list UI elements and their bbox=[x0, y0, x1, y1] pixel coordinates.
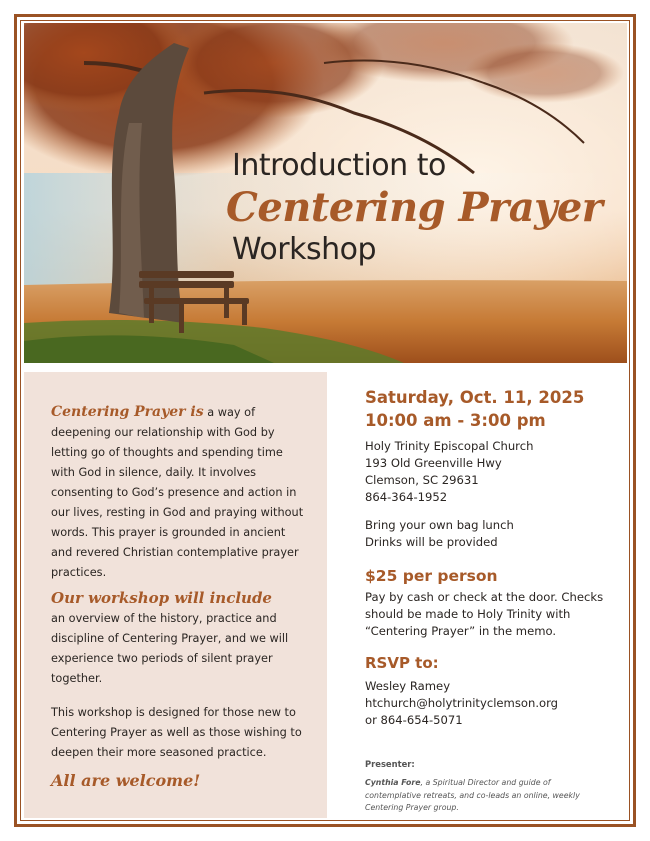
welcome-text: All are welcome! bbox=[51, 771, 201, 790]
details-column bbox=[365, 386, 620, 815]
presenter-heading: Presenter: bbox=[365, 759, 415, 769]
rsvp-phone: or 864-654-5071 bbox=[365, 713, 463, 727]
workshop-text: an overview of the history, practice and discipline of Centering Prayer, and we will experience two periods of silent prayer together. bbox=[51, 612, 289, 685]
phone-line: 864-364-1952 bbox=[365, 490, 448, 504]
intro-paragraph bbox=[51, 402, 309, 583]
presenter-bio bbox=[365, 777, 580, 815]
address-line: Holy Trinity Episcopal Church bbox=[365, 439, 534, 453]
workshop-heading: Our workshop will include bbox=[51, 589, 272, 607]
presenter-name: Cynthia Fore bbox=[365, 778, 421, 787]
price: $25 per person bbox=[365, 567, 498, 585]
address-line: Clemson, SC 29631 bbox=[365, 473, 479, 487]
description-panel bbox=[24, 372, 327, 818]
rsvp-block bbox=[365, 678, 620, 729]
address-block bbox=[365, 438, 620, 506]
intro-script: Centering Prayer is bbox=[51, 404, 204, 420]
lunch-block bbox=[365, 517, 620, 551]
lunch-line: Bring your own bag lunch bbox=[365, 518, 514, 532]
designed-text: This workshop is designed for those new to Centering Prayer as well as those wishing to deepen their more seasoned practice. bbox=[51, 706, 302, 759]
payment-info: Pay by cash or check at the door. Checks should be made to Holy Trinity with “Centering Prayer” in the memo. bbox=[365, 590, 604, 638]
rsvp-heading: RSVP to: bbox=[365, 654, 439, 672]
description-content bbox=[51, 402, 309, 791]
title-block bbox=[226, 148, 622, 268]
presenter-text: , a Spiritual Director and guide of contemplative retreats, and co-leads an online, weekly Centering Prayer group. bbox=[365, 778, 580, 812]
title-line-1: Introduction to bbox=[232, 148, 446, 183]
title-line-3: Workshop bbox=[232, 232, 377, 267]
title-script: Centering Prayer bbox=[226, 184, 603, 231]
address-line: 193 Old Greenville Hwy bbox=[365, 456, 502, 470]
event-date: Saturday, Oct. 11, 2025 bbox=[365, 388, 585, 407]
lunch-line: Drinks will be provided bbox=[365, 535, 498, 549]
rsvp-name: Wesley Ramey bbox=[365, 679, 451, 693]
event-time: 10:00 am - 3:00 pm bbox=[365, 411, 546, 430]
intro-text: a way of deepening our relationship with God by letting go of thoughts and spending time with God in silence, daily. It involves consenting to God’s presence and action in our lives, resting in God and praying without words. This prayer is grounded in ancient and revered Christian contemplative prayer practices. bbox=[51, 406, 304, 579]
rsvp-email: htchurch@holytrinityclemson.org bbox=[365, 696, 559, 710]
